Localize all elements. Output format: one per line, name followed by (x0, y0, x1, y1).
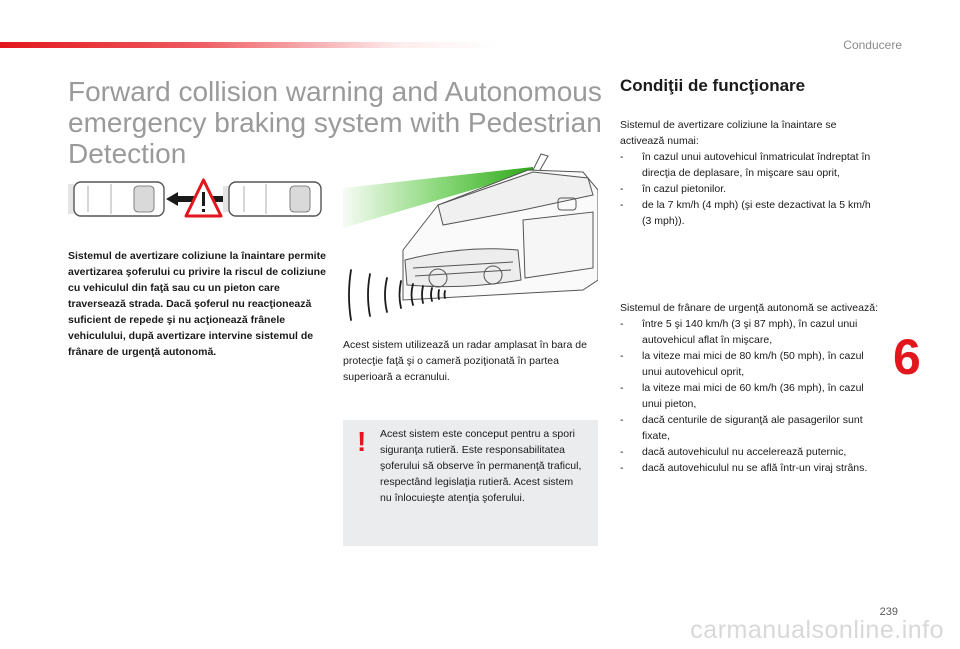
warning-text: Acest sistem este conceput pentru a spori siguranţa rutieră. Este responsabilitatea şoferului să observe în permanenţă traficul, respectând legislaţia rutieră. Acest sistem nu înlocuieşte atenţia şoferului. (380, 428, 582, 504)
page-title: Forward collision warning and Autonomous emergency braking system with Pedestrian Detection (68, 76, 602, 169)
list-item: - la viteze mai mici de 80 km/h (50 mph), în cazul unui autovehicul oprit, (620, 350, 864, 378)
braking-activation-intro: Sistemul de frânare de urgenţă autonomă se activează: (620, 302, 878, 314)
page-number: 239 (879, 606, 898, 618)
warning-activation-intro: Sistemul de avertizare coliziune la înaintare se activează numai: (620, 119, 837, 147)
intro-paragraph: Sistemul de avertizare coliziune la înaintare permite avertizarea şoferului cu privire la riscul de coliziune cu vehiculul din faţă sau cu un pieton care traversează strada. Dacă şoferul nu reacţionează suficient de repede şi nu acţionează frânele vehiculului, după avertizare intervine sistemul de frânare de urgenţă autonomă. (68, 250, 326, 358)
conditions-title: Condiţii de funcţionare (620, 76, 806, 95)
car-top-view-icon (223, 182, 321, 216)
list-item: - la viteze mai mici de 60 km/h (36 mph), în cazul unui pieton, (620, 382, 864, 410)
warning-box (343, 420, 598, 546)
collision-illustration (66, 178, 324, 220)
warning-exclamation-icon: ! (357, 426, 367, 457)
section-label: Conducere (843, 38, 902, 52)
watermark: carmanualsonline.info (690, 616, 944, 644)
van-radar-illustration (343, 150, 598, 325)
warning-activation-list (620, 149, 882, 229)
warning-activation-block (620, 117, 882, 229)
list-item: - dacă autovehiculul nu se află într-un viraj strâns. (620, 462, 868, 474)
braking-activation-block (620, 300, 882, 476)
list-item: - dacă autovehiculul nu accelerează puternic, (620, 446, 847, 458)
list-item: - de la 7 km/h (4 mph) (şi este dezactivat la 5 km/h (3 mph)). (620, 199, 871, 227)
list-item: - între 5 şi 140 km/h (3 şi 87 mph), în cazul unui autovehicul aflat în mişcare, (620, 318, 858, 346)
radar-description: Acest sistem utilizează un radar amplasat în bara de protecţie faţă şi o cameră poziţionată în partea superioară a ecranului. (343, 339, 587, 383)
list-item: - în cazul unui autovehicul înmatriculat îndreptat în direcţia de deplasare, în mişcare sau oprit, (620, 151, 871, 179)
chapter-number: 6 (893, 329, 921, 385)
list-item: - în cazul pietonilor. (620, 183, 727, 195)
list-item: - dacă centurile de siguranţă ale pasagerilor sunt fixate, (620, 414, 863, 442)
header-accent-bar (0, 42, 500, 48)
car-top-view-icon (68, 182, 164, 216)
braking-activation-list (620, 316, 882, 476)
